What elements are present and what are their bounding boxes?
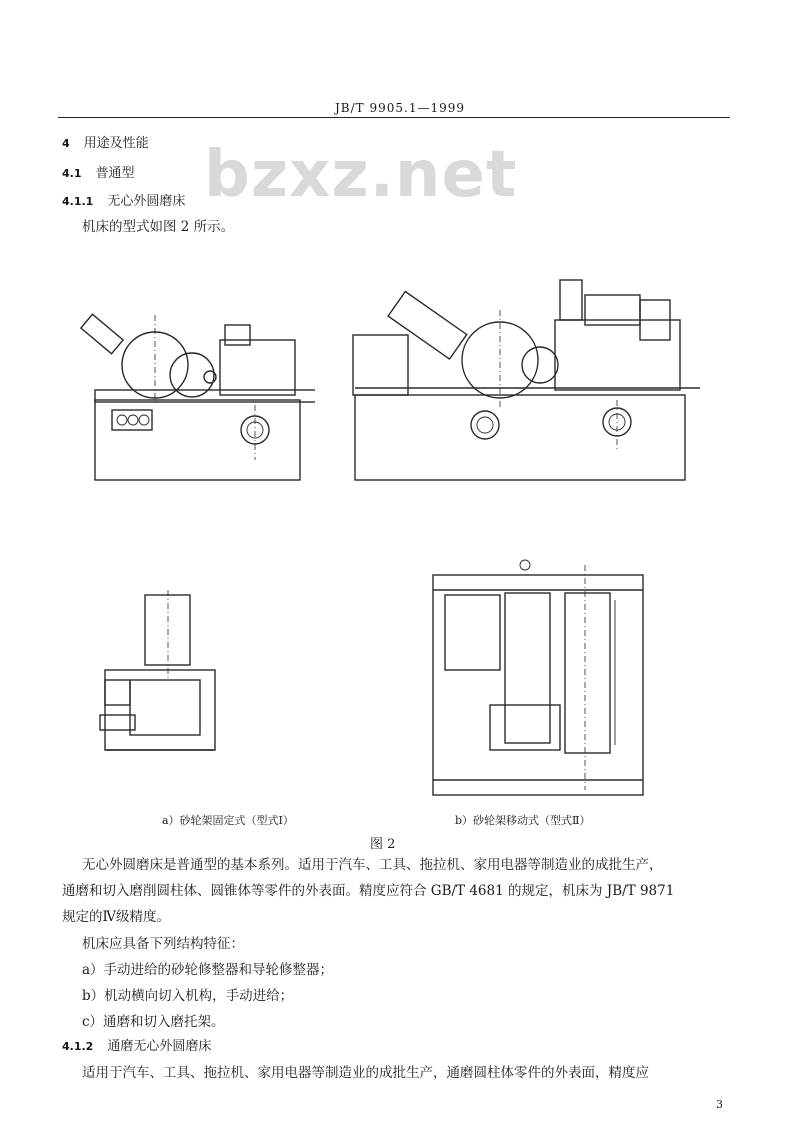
intro-paragraph: 机床的型式如图 2 所示。 <box>82 219 235 235</box>
figure-b-plan-view <box>425 555 650 800</box>
paragraph-1-line-1: 无心外圆磨床是普通型的基本系列。适用于汽车、工具、拖拉机、家用电器等制造业的成批生产， <box>82 857 663 873</box>
figure-caption-b: b）砂轮架移动式（型式Ⅱ） <box>455 814 591 827</box>
figure-a-plan-view <box>90 590 220 765</box>
feature-item: b）机动横向切入机构，手动进给； <box>82 988 294 1004</box>
section-4-heading <box>62 135 149 153</box>
section-title: 普通型 <box>95 166 135 181</box>
feature-item: c）通磨和切入磨托架。 <box>82 1014 225 1030</box>
watermark: bzxz.net <box>204 138 518 212</box>
section-title: 无心外圆磨床 <box>107 194 186 209</box>
section-number: 4 <box>62 137 70 150</box>
figure-b-machine-front-view <box>345 270 710 485</box>
feature-item: a）手动进给的砂轮修整器和导轮修整器； <box>82 962 334 978</box>
paragraph-2-line-1: 适用于汽车、工具、拖拉机、家用电器等制造业的成批生产，通磨圆柱体零件的外表面，精度应 <box>82 1065 649 1081</box>
section-number: 4.1 <box>62 167 82 180</box>
section-title: 用途及性能 <box>83 136 149 151</box>
paragraph-1-line-2: 通磨和切入磨削圆柱体、圆锥体等零件的外表面。精度应符合 GB/T 4681 的规定，机床为 JB/T 9871 <box>62 883 675 899</box>
figure-label: 图 2 <box>370 837 396 852</box>
page-number: 3 <box>716 1098 723 1111</box>
features-intro: 机床应具备下列结构特征： <box>82 936 244 952</box>
section-number: 4.1.2 <box>62 1040 94 1053</box>
section-4-1-heading <box>62 165 135 183</box>
header-rule <box>58 117 730 118</box>
standard-code: JB/T 9905.1—1999 <box>334 101 466 115</box>
section-title: 通磨无心外圆磨床 <box>107 1039 212 1054</box>
section-4-1-1-heading <box>62 193 185 211</box>
figure-caption-a: a）砂轮架固定式（型式Ⅰ） <box>162 814 294 827</box>
section-4-1-2-heading <box>62 1038 211 1056</box>
figure-a-machine-front-view <box>70 295 315 485</box>
section-number: 4.1.1 <box>62 195 94 208</box>
paragraph-1-line-3: 规定的Ⅳ级精度。 <box>62 909 170 925</box>
